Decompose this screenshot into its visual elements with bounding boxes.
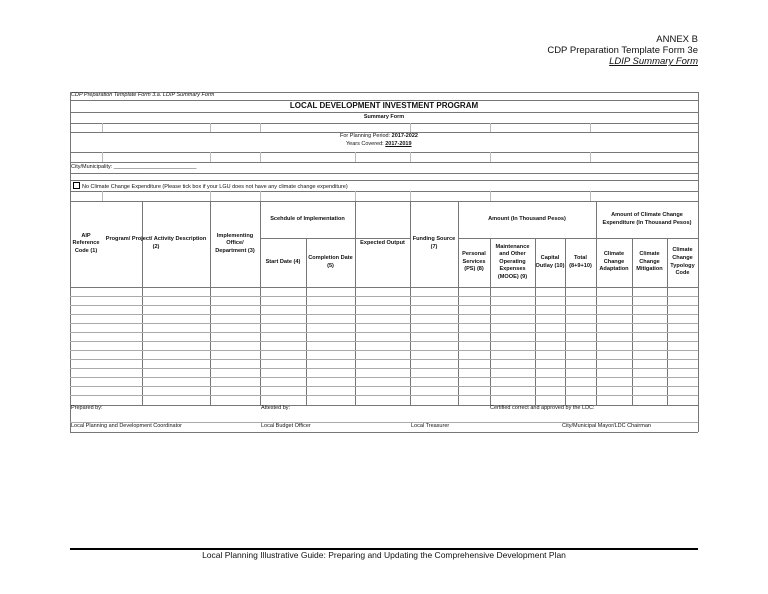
col-amount: Amount (In Thousand Pesos) — [488, 215, 566, 222]
col-implementing-office: Implementing Office/ Department (3) — [215, 232, 255, 254]
col-ps: Personal Services (PS) (8) — [462, 251, 486, 273]
col-capital-outlay: Capital Outlay (10) — [535, 254, 565, 269]
form-template-label: CDP Preparation Template Form 3.a. LDIP Summary Form — [71, 92, 215, 98]
prepared-by-label: Prepared by: — [71, 405, 103, 411]
table-row — [70, 341, 698, 342]
footer-guide: Local Planning Illustrative Guide: Preparing and Updating the Comprehensive Development Plan — [202, 550, 566, 560]
annex-label: ANNEX B — [656, 34, 698, 45]
border-right — [698, 92, 699, 432]
template-label: CDP Preparation Template Form 3e — [547, 45, 698, 56]
col-climate-adaptation: Climate Change Adaptation — [599, 251, 629, 273]
climate-checkbox[interactable] — [73, 182, 80, 189]
ldip-summary-form — [70, 92, 698, 432]
treasurer-signatory: Local Treasurer — [411, 423, 450, 429]
budget-officer-signatory: Local Budget Officer — [261, 423, 311, 429]
col-expected-output: Expected Output — [360, 240, 405, 247]
planning-period — [340, 133, 418, 140]
planning-period-label: For Planning Period: — [340, 133, 391, 139]
certified-label: Certified correct and approved by the LDC: — [490, 405, 595, 411]
table-row — [70, 314, 698, 315]
col-start-date: Start Date (4) — [265, 258, 301, 265]
col-funding-source: Funding Source (7) — [412, 236, 456, 250]
table-row — [70, 323, 698, 324]
col-mooe: Maintenance and Other Operating Expenses (MOOE) (9) — [495, 243, 530, 280]
table-row — [70, 359, 698, 360]
col-climate-typology: Climate Change Typology Code — [670, 247, 695, 277]
table-row — [70, 386, 698, 387]
table-row — [70, 377, 698, 378]
col-climate-mitigation: Climate Change Mitigation — [636, 251, 663, 273]
no-climate-expenditure — [73, 182, 348, 191]
border-bottom — [70, 432, 698, 433]
col-schedule: Scehdule of Implementation — [270, 215, 345, 222]
attested-by-label: Attested by: — [261, 405, 291, 411]
lpdc-signatory: Local Planning and Development Coordinator — [71, 423, 182, 429]
col-program-description: Program/ Project/ Activity Description (2) — [105, 236, 207, 250]
city-municipality-field[interactable]: City/Municipality: ___________________________ — [71, 164, 197, 170]
planning-period-value: 2017-2022 — [391, 133, 418, 139]
years-covered-label: Years Covered: — [346, 141, 384, 147]
col-total: Total (8+9+10) — [569, 254, 592, 269]
col-climate-amount: Amount of Climate Change Expenditure (In Thousand Pesos) — [602, 211, 692, 226]
table-row — [70, 296, 698, 297]
table-row — [70, 350, 698, 351]
form-name: LDIP Summary Form — [609, 56, 698, 67]
mayor-signatory: City/Municipal Mayor/LDC Chairman — [562, 423, 651, 429]
climate-checkbox-label: No Climate Change Expenditure (Please tick box if your LGU does not have any climate change expenditure) — [82, 184, 348, 190]
form-title: LOCAL DEVELOPMENT INVESTMENT PROGRAM — [289, 101, 479, 110]
years-covered-value: 2017-2019 — [385, 141, 412, 147]
col-completion-date: Completion Date (5) — [308, 254, 353, 269]
table-row — [70, 395, 698, 396]
col-aip-code: AIP Reference Code (1) — [72, 232, 100, 254]
table-row — [70, 332, 698, 333]
table-row — [70, 305, 698, 306]
table-row — [70, 368, 698, 369]
years-covered — [346, 141, 412, 148]
form-subtitle: Summary Form — [363, 114, 405, 120]
